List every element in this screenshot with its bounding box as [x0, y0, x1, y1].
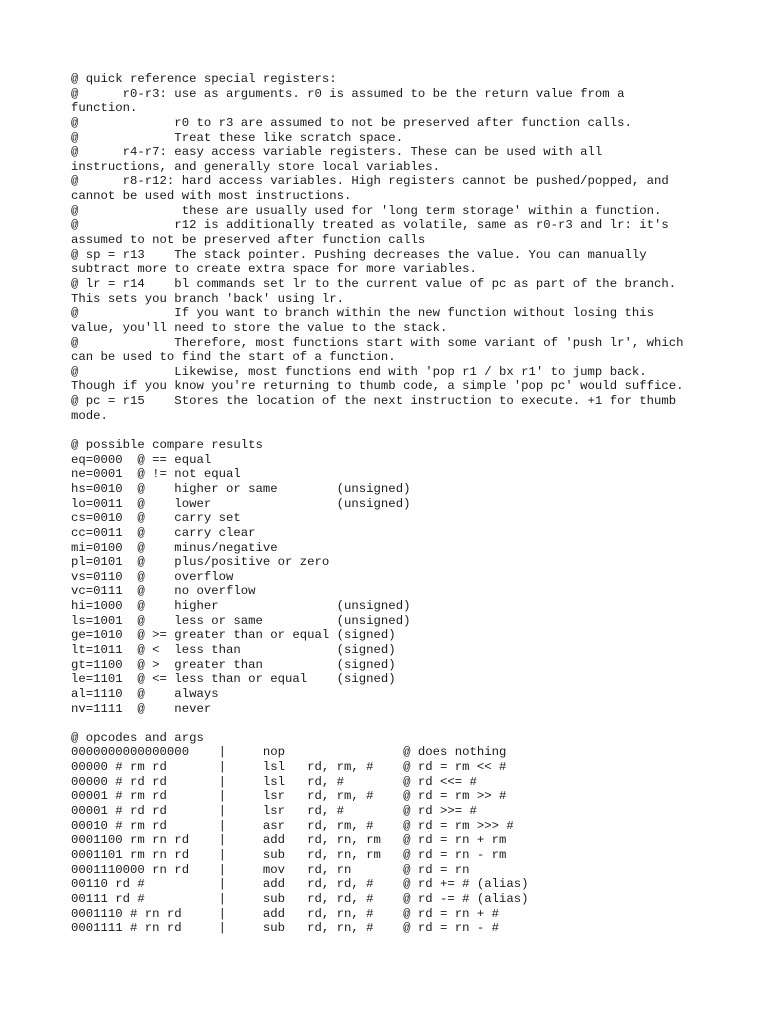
text-line: vs=0110 @ overflow	[71, 569, 234, 584]
text-line: ne=0001 @ != not equal	[71, 467, 241, 482]
text-line: @ sp = r13 The stack pointer. Pushing decreases the value. You can manually	[71, 247, 647, 262]
text-line: mode.	[71, 408, 108, 423]
text-line: 00010 # rm rd | asr rd, rm, # @ rd = rm >>> #	[71, 818, 514, 833]
text-line: ls=1001 @ less or same (unsigned)	[71, 613, 411, 628]
text-line: @ Likewise, most functions end with 'pop r1 / bx r1' to jump back.	[71, 364, 647, 379]
text-line: @ Treat these like scratch space.	[71, 130, 404, 145]
text-line: lo=0011 @ lower (unsigned)	[71, 496, 411, 511]
text-line: value, you'll need to store the value to the stack.	[71, 320, 448, 335]
text-line: @ Therefore, most functions start with some variant of 'push lr', which	[71, 335, 684, 350]
text-line: pl=0101 @ plus/positive or zero	[71, 555, 330, 570]
text-line: vc=0111 @ no overflow	[71, 584, 256, 599]
text-line: @ r8-r12: hard access variables. High registers cannot be pushed/popped, and	[71, 174, 669, 189]
text-line: assumed to not be preserved after function calls	[71, 233, 426, 248]
text-line: hi=1000 @ higher (unsigned)	[71, 599, 411, 614]
text-line: 0001110 # rn rd | add rd, rn, # @ rd = rn + #	[71, 906, 500, 921]
text-line: @ r0 to r3 are assumed to not be preserved after function calls.	[71, 115, 632, 130]
text-line: 00110 rd # | add rd, rd, # @ rd += # (alias)	[71, 877, 529, 892]
text-line: @ r4-r7: easy access variable registers. These can be used with all	[71, 145, 603, 160]
text-line: subtract more to create extra space for more variables.	[71, 262, 477, 277]
text-line: cc=0011 @ carry clear	[71, 525, 256, 540]
text-line: @ possible compare results	[71, 438, 263, 453]
text-line: 0001101 rm rn rd | sub rd, rn, rm @ rd = rn - rm	[71, 847, 507, 862]
text-line: 0001110000 rn rd | mov rd, rn @ rd = rn	[71, 862, 470, 877]
text-line: 00111 rd # | sub rd, rd, # @ rd -= # (alias)	[71, 891, 529, 906]
text-line: le=1101 @ <= less than or equal (signed)	[71, 672, 396, 687]
text-line: @ r0-r3: use as arguments. r0 is assumed to be the return value from a	[71, 86, 625, 101]
text-line: gt=1100 @ > greater than (signed)	[71, 657, 396, 672]
text-line: This sets you branch 'back' using lr.	[71, 291, 345, 306]
text-line: @ opcodes and args	[71, 730, 204, 745]
text-line	[71, 423, 711, 438]
text-line: 0000000000000000 | nop @ does nothing	[71, 745, 507, 760]
text-line: Though if you know you're returning to thumb code, a simple 'pop pc' would suffice.	[71, 379, 684, 394]
text-line: @ r12 is additionally treated as volatile, same as r0-r3 and lr: it's	[71, 218, 669, 233]
text-line: 0001111 # rn rd | sub rd, rn, # @ rd = rn - #	[71, 921, 500, 936]
text-line: @ lr = r14 bl commands set lr to the current value of pc as part of the branch.	[71, 276, 677, 291]
text-line	[71, 716, 711, 731]
text-line: @ these are usually used for 'long term storage' within a function.	[71, 203, 662, 218]
text-line: eq=0000 @ == equal	[71, 452, 212, 467]
text-line: 00000 # rm rd | lsl rd, rm, # @ rd = rm << #	[71, 760, 507, 775]
text-line: @ quick reference special registers:	[71, 72, 337, 86]
text-line: can be used to find the start of a function.	[71, 350, 396, 365]
text-line: 0001100 rm rn rd | add rd, rn, rm @ rd = rn + rm	[71, 833, 507, 848]
text-line: 00000 # rd rd | lsl rd, # @ rd <<= #	[71, 774, 477, 789]
text-line: al=1110 @ always	[71, 686, 219, 701]
text-line: instructions, and generally store local variables.	[71, 159, 440, 174]
text-line: function.	[71, 101, 138, 116]
text-line: 00001 # rd rd | lsr rd, # @ rd >>= #	[71, 804, 477, 819]
text-line: cs=0010 @ carry set	[71, 511, 241, 526]
text-line: lt=1011 @ < less than (signed)	[71, 642, 396, 657]
document-page	[71, 72, 711, 936]
text-line: hs=0010 @ higher or same (unsigned)	[71, 481, 411, 496]
text-line: cannot be used with most instructions.	[71, 189, 352, 204]
text-line: @ If you want to branch within the new function without losing this	[71, 306, 654, 321]
text-line: 00001 # rm rd | lsr rd, rm, # @ rd = rm >> #	[71, 789, 507, 804]
text-line: mi=0100 @ minus/negative	[71, 540, 278, 555]
text-line: nv=1111 @ never	[71, 701, 212, 716]
text-line: @ pc = r15 Stores the location of the next instruction to execute. +1 for thumb	[71, 394, 677, 409]
text-line: ge=1010 @ >= greater than or equal (signed)	[71, 628, 396, 643]
